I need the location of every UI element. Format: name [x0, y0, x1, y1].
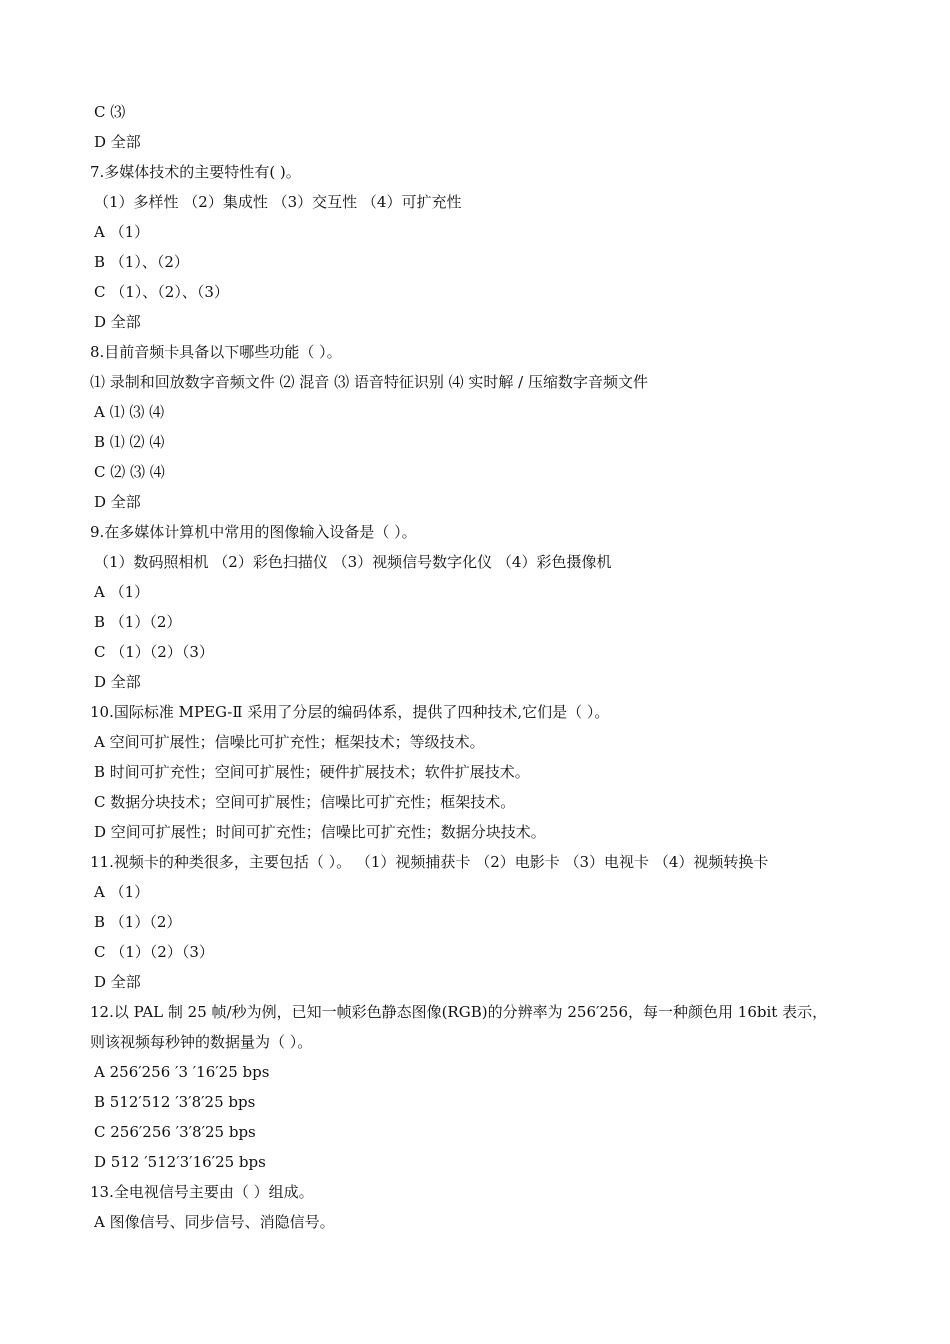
- option-line: C （1）、（2）、（3）: [94, 283, 229, 301]
- option-line: B （1）（2）: [94, 913, 182, 931]
- option-line: A （1）: [94, 223, 150, 241]
- option-line: A 256′256 ′3 ′16′25 bps: [94, 1063, 270, 1081]
- option-line: B ⑴ ⑵ ⑷: [94, 433, 165, 451]
- option-line: C （1）（2）（3）: [94, 643, 214, 661]
- question-12-stem: 12.以 PAL 制 25 帧/秒为例，已知一帧彩色静态图像(RGB)的分辨率为 256′256，每一种颜色用 16bit 表示，: [90, 1003, 828, 1021]
- question-10-stem: 10.国际标准 MPEG-Ⅱ 采用了分层的编码体系，提供了四种技术,它们是（ ）。: [90, 703, 610, 721]
- option-line: D 全部: [94, 313, 141, 331]
- option-line: C ⑵ ⑶ ⑷: [94, 463, 165, 481]
- question-9-items: （1）数码照相机 （2）彩色扫描仪 （3）视频信号数字化仪 （4）彩色摄像机: [94, 553, 612, 571]
- option-line: D 全部: [94, 673, 141, 691]
- option-line: A （1）: [94, 583, 150, 601]
- question-13-stem: 13.全电视信号主要由（ ）组成。: [90, 1183, 314, 1201]
- option-line: B （1）（2）: [94, 613, 182, 631]
- option-line: C 256′256 ′3′8′25 bps: [94, 1123, 256, 1141]
- option-line: A （1）: [94, 883, 150, 901]
- option-line: D 全部: [94, 973, 141, 991]
- option-line: D 全部: [94, 493, 141, 511]
- option-line: D 空间可扩展性；时间可扩充性；信噪比可扩充性；数据分块技术。: [94, 823, 546, 841]
- question-8-items: ⑴ 录制和回放数字音频文件 ⑵ 混音 ⑶ 语音特征识别 ⑷ 实时解 / 压缩数字音频文件: [90, 373, 648, 391]
- question-list: [90, 97, 870, 1237]
- question-12-stem-cont: 则该视频每秒钟的数据量为（ ）。: [90, 1033, 313, 1051]
- question-9-stem: 9.在多媒体计算机中常用的图像输入设备是（ ）。: [90, 523, 417, 541]
- question-7-items: （1）多样性 （2）集成性 （3）交互性 （4）可扩充性: [94, 193, 462, 211]
- question-7-stem: 7.多媒体技术的主要特性有( )。: [90, 163, 301, 181]
- option-line: A ⑴ ⑶ ⑷: [94, 403, 165, 421]
- option-line: A 图像信号、同步信号、消隐信号。: [94, 1213, 335, 1231]
- option-line: B （1）、（2）: [94, 253, 189, 271]
- option-line: C （1）（2）（3）: [94, 943, 214, 961]
- question-8-stem: 8.目前音频卡具备以下哪些功能（ ）。: [90, 343, 342, 361]
- option-line: D 全部: [94, 133, 141, 151]
- option-line: D 512 ′512′3′16′25 bps: [94, 1153, 266, 1171]
- option-line: B 512′512 ′3′8′25 bps: [94, 1093, 256, 1111]
- question-11-stem: 11.视频卡的种类很多，主要包括（ ）。 （1）视频捕获卡 （2）电影卡 （3）电视卡 （4）视频转换卡: [90, 853, 769, 871]
- option-line: C ⑶: [94, 103, 126, 121]
- option-line: B 时间可扩充性；空间可扩展性；硬件扩展技术；软件扩展技术。: [94, 763, 530, 781]
- option-line: A 空间可扩展性；信噪比可扩充性；框架技术；等级技术。: [94, 733, 485, 751]
- option-line: C 数据分块技术；空间可扩展性；信噪比可扩充性；框架技术。: [94, 793, 516, 811]
